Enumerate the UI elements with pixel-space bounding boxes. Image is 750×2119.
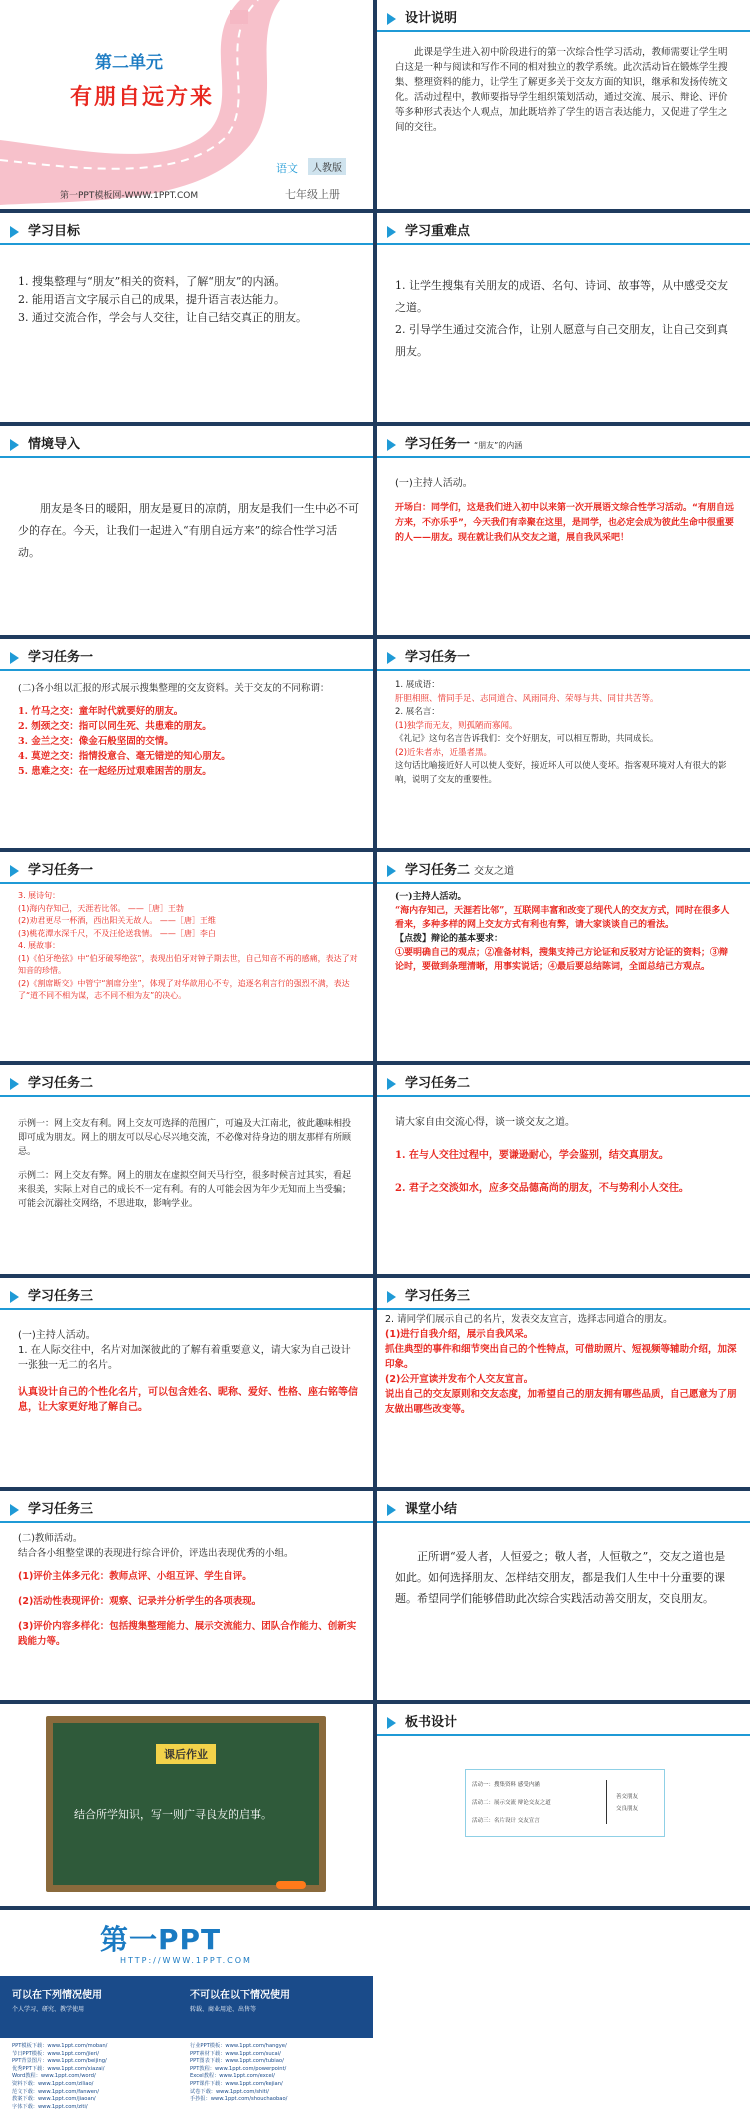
slide-title: 学习任务三: [405, 1289, 471, 1304]
bullet-arrow-icon: [10, 652, 19, 664]
slide-text: 朋友是冬日的暖阳，朋友是夏日的凉荫，朋友是我们一生中必不可少的存在。今天，让我们一起进入“有朋自远方来”的综合性学习活动。: [18, 502, 359, 559]
slide-task2-examples[interactable]: [0, 1065, 373, 1274]
info-panel: [0, 1976, 373, 2038]
slide-summary[interactable]: [377, 1491, 750, 1700]
slide-task3-cards[interactable]: [0, 1278, 373, 1487]
link-item[interactable]: 范文下载：www.1ppt.com/fanwen/: [12, 2088, 99, 2095]
link-item[interactable]: PPT模板下载：www.1ppt.com/moban/: [12, 2043, 108, 2049]
link-item[interactable]: 节日PPT模板：www.1ppt.com/jieri/: [12, 2050, 100, 2057]
slide-title: 学习任务一: [405, 650, 471, 665]
list-item: 1. 搜集整理与“朋友”相关的资料，了解“朋友”的内涵。: [18, 275, 286, 288]
slide-text: 开场白：同学们，这是我们进入初中以来第一次开展语文综合性学习活动。“有朋自远方来，不亦乐乎”，今天我们有幸聚在这里，是同学，也必定会成为彼此生命中很重要的人——朋友。现在就让我们从交友之道，展自我风采吧！: [395, 503, 734, 543]
bullet-arrow-icon: [387, 226, 396, 238]
link-item[interactable]: PPT素材下载：www.1ppt.com/sucai/: [190, 2050, 281, 2057]
brace-line: [606, 1780, 607, 1824]
line: 《礼记》这句名言告诉我们：交个好朋友，可以相互帮助，共同成长。: [395, 734, 659, 744]
slide-key-points[interactable]: [377, 213, 750, 422]
tip-head: 【点拨】辩论的基本要求：: [395, 934, 504, 944]
list-text: 说出自己的交友原则和交友态度，加希望自己的朋友拥有哪些品质，自己愿意为了朋友做出哪些改变等。: [385, 1389, 737, 1415]
example-two: 示例二：网上交友有弊。网上的朋友在虚拟空间天马行空，很多时候言过其实，看起来很美，实际上对自己的成长不一定有利。有的人可能会因为年少无知而上当受骗；可能会沉溺社交网络，不思进取，影响学业。: [18, 1171, 352, 1209]
slide-text: 此课是学生进入初中阶段进行的第一次综合性学习活动，教师需要让学生明白这是一种与阅读和写作不同的相对独立的教学系统。此次活动旨在锻炼学生搜集、整理资料的能力，让学生了解更多关于交友方面的知识，继承和发扬传统文化。活动过程中，教师要指导学生组织策划活动，通过交流、展示、辩论、评价等多种形式表达个人观点，加此既培养了学生的语言表达能力，又促进了学生之间的交往。: [395, 47, 728, 133]
site-label: 第一PPT模板网-WWW.1PPT.COM: [60, 191, 199, 201]
list-item: 2. 刎颈之交：指可以同生死、共患难的朋友。: [18, 721, 212, 732]
section-head: (二)教师活动。: [18, 1533, 83, 1544]
slide-learning-goals[interactable]: [0, 213, 373, 422]
board-row: 活动一：搜集资料 感受内涵: [472, 1782, 540, 1788]
bullet-arrow-icon: [387, 652, 396, 664]
line: (1)海内存知己，天涯若比邻。 ——［唐］王勃: [18, 903, 184, 913]
slide-title: 学习任务三: [28, 1502, 94, 1517]
slide-text: “海内存知己，天涯若比邻”，互联网丰富和改变了现代人的交友方式，同时在很多人看来，多种多样的网上交友方式有利也有弊，请大家谈谈自己的看法。: [395, 906, 730, 930]
tip-text: ①要明确自己的观点；②准备材料，搜集支持己方论证和反驳对方论证的资料；③辩论时，要做到条理清晰，用事实说话；④最后要总结陈词，全面总结己方观点。: [395, 948, 729, 972]
bullet-arrow-icon: [387, 13, 396, 25]
intro-text: 请大家自由交流心得，谈一谈交友之道。: [395, 1117, 575, 1128]
bullet-arrow-icon: [387, 1078, 396, 1090]
list-item: (1)进行自我介绍，展示自我风采。: [385, 1329, 534, 1340]
line: (1)独学而无友，则孤陋而寡闻。: [395, 720, 518, 731]
slide-intro[interactable]: [0, 426, 373, 635]
cover-title: 有朋自远方来: [70, 85, 215, 110]
slide-title: 设计说明: [405, 11, 458, 26]
line: 3. 展诗句：: [18, 891, 61, 900]
slide-task3-teacher[interactable]: [0, 1491, 373, 1700]
slide-title: 学习任务一: [405, 437, 471, 452]
line: (3)桃花潭水深千尺，不及汪伦送我情。 ——［唐］李白: [18, 928, 216, 938]
bullet-arrow-icon: [387, 1717, 396, 1729]
list-item: 3. 通过交流合作，学会与人交往，让自己结交真正的朋友。: [18, 311, 307, 324]
slide-task1-poems[interactable]: [0, 852, 373, 1061]
can-text: 个人学习、研究、教学使用: [12, 2006, 85, 2013]
slide-design-notes[interactable]: [377, 0, 750, 209]
section-head: (一)主持人活动。: [395, 478, 473, 489]
list-item: 4. 莫逆之交：指情投意合、毫无错逆的知心朋友。: [18, 751, 231, 762]
slide-title: 学习目标: [28, 224, 81, 239]
cannot-text: 转载、商业用途、出售等: [190, 2006, 257, 2013]
slide-title: 板书设计: [405, 1715, 458, 1730]
slide-subtitle: “朋友”的内涵: [474, 441, 523, 450]
link-item[interactable]: Word教程：www.1ppt.com/word/: [12, 2073, 96, 2080]
chalk-icon: [276, 1881, 306, 1889]
link-column-left: [12, 2043, 107, 2111]
bullet-arrow-icon: [10, 1078, 19, 1090]
edition-badge: 人教版: [308, 158, 346, 175]
grade-label: 七年级上册: [285, 188, 340, 201]
slide-cover[interactable]: [0, 0, 373, 209]
slide-board-design[interactable]: [377, 1704, 750, 1906]
link-item[interactable]: 行业PPT模板：www.1ppt.com/hangye/: [190, 2043, 287, 2049]
slide-task2-discussion[interactable]: [377, 1065, 750, 1274]
slide-title: 学习任务一: [28, 863, 94, 878]
bullet-arrow-icon: [387, 1291, 396, 1303]
list-item: 5. 患难之交：在一起经历过艰难困苦的朋友。: [18, 766, 212, 777]
intro-text: 结合各小组整堂课的表现进行综合评价，评选出表现优秀的小组。: [18, 1548, 294, 1559]
line: (1)《伯牙绝弦》中“伯牙破琴绝弦”，表现出伯牙对钟子期去世，自己知音不再的感痛，表达了对知音的珍惜。: [18, 953, 358, 975]
link-item[interactable]: PPT图表下载：www.1ppt.com/tubiao/: [190, 2058, 284, 2065]
link-item[interactable]: Excel教程：www.1ppt.com/excel/: [190, 2073, 275, 2080]
chalkboard: [46, 1716, 326, 1892]
list-item: (2)活动性表现评价：观察、记录并分析学生的各项表现。: [18, 1596, 262, 1607]
line: 4. 展故事：: [18, 941, 61, 950]
board-conclusion: 善交朋友: [616, 1794, 639, 1800]
link-item[interactable]: PPT背景图片：www.1ppt.com/beijing/: [12, 2058, 107, 2065]
slide-text: 正所谓“爱人者，人恒爱之；敬人者，人恒敬之”，交友之道也是如此。如何选择朋友、怎样结交朋友，都是我们人生中十分重要的课题。希望同学们能够借助此次综合实践活动善交朋友，交良朋友。: [395, 1550, 726, 1605]
bullet-arrow-icon: [10, 226, 19, 238]
slide-title: 学习任务二: [405, 863, 471, 878]
board-row: 活动三：名片设计 交友宣言: [472, 1818, 540, 1824]
link-item[interactable]: 手抄报：www.1ppt.com/shouchaobao/: [190, 2096, 288, 2103]
bullet-arrow-icon: [387, 439, 396, 451]
slide-template-footer[interactable]: [0, 1910, 373, 2119]
slide-homework[interactable]: [0, 1704, 373, 1906]
slide-task3-declaration[interactable]: [377, 1278, 750, 1487]
list-item: 2. 引导学生通过交流合作，让别人愿意与自己交朋友，让自己交到真朋友。: [395, 323, 728, 358]
list-item: 3. 金兰之交：像金石般坚固的交情。: [18, 736, 174, 747]
slide-title: 学习任务二: [405, 1076, 471, 1091]
slide-text: 1. 在人际交往中，名片对加深彼此的了解有着重要意义，请大家为自己设计一张独一无二的名片。: [18, 1345, 351, 1371]
line: (2)劝君更尽一杯酒，西出阳关无故人。 ——［唐］王维: [18, 916, 216, 925]
slide-task1-idioms[interactable]: [377, 639, 750, 848]
link-item[interactable]: PPT课件下载：www.1ppt.com/kejian/: [190, 2080, 283, 2087]
line: 1. 展成语：: [395, 680, 440, 690]
line: 这句话比喻接近好人可以使人变好，接近坏人可以使人变坏。指客观环境对人有很大的影响，说明了交友的重要性。: [395, 761, 727, 785]
brand-logo: 第一PPT: [100, 1923, 222, 1956]
slide-title: 情境导入: [28, 437, 81, 452]
slide-task1-terms[interactable]: [0, 639, 373, 848]
list-text: 抓住典型的事件和细节突出自己的个性特点，可借助照片、短视频等辅助介绍，加深印象。: [385, 1344, 737, 1370]
link-item[interactable]: 优秀PPT下载：www.1ppt.com/xiazai/: [12, 2065, 105, 2072]
slide-task1-host[interactable]: [377, 426, 750, 635]
board-conclusion: 交良朋友: [616, 1806, 639, 1812]
bullet-arrow-icon: [387, 1504, 396, 1516]
link-item[interactable]: 资料下载：www.1ppt.com/ziliao/: [12, 2080, 94, 2087]
list-item: (3)评价内容多样化：包括搜集整理能力、展示交流能力、团队合作能力、创新实践能力等。: [18, 1621, 357, 1647]
list-item: (1)评价主体多元化：教师点评、小组互评、学生自评。: [18, 1571, 252, 1582]
unit-label: 第二单元: [95, 53, 163, 73]
intro-text: (二)各小组以汇报的形式展示搜集整理的交友资料。关于交友的不同称谓：: [18, 683, 330, 694]
section-head: (一)主持人活动。: [18, 1330, 96, 1341]
slide-title: 学习任务三: [28, 1289, 94, 1304]
link-column-right: [190, 2043, 287, 2104]
bullet-arrow-icon: [10, 1291, 19, 1303]
line: (2)《割席断交》中管宁“割席分坐”，体现了对华歆用心不专，追逐名利言行的强烈不满，表达了“道不同不相为谋，志不同不相为友”的决心。: [18, 978, 350, 1000]
slide-title: 课堂小结: [405, 1502, 458, 1517]
link-item[interactable]: 教案下载：www.1ppt.com/jiaoan/: [12, 2096, 96, 2103]
bullet-arrow-icon: [387, 865, 396, 877]
list-item: 2. 君子之交淡如水，应多交品德高尚的朋友，不与势利小人交往。: [395, 1183, 689, 1194]
line: 肝胆相照、情同手足、志同道合、风雨同舟、荣辱与共、同甘共苦等。: [395, 693, 659, 704]
link-item[interactable]: 字体下载：www.1ppt.com/ziti/: [12, 2103, 88, 2110]
example-one: 示例一：网上交友有利。网上交友可选择的范围广，可遍及大江南北，彼此趣味相投即可成为朋友。网上的朋友可以尽心尽兴地交流，不必像对待身边的朋友那样有所顾忌。: [18, 1119, 352, 1157]
cannot-title: 不可以在以下情况使用: [190, 1990, 290, 2001]
highlight-text: 认真设计自己的个性化名片，可以包含姓名、昵称、爱好、性格、座右铭等信息，让大家更好地了解自己。: [18, 1387, 358, 1413]
line: (2)近朱者赤，近墨者黑。: [395, 747, 493, 758]
link-item[interactable]: 试卷下载：www.1ppt.com/shiti/: [190, 2088, 269, 2095]
slide-title: 学习重难点: [405, 224, 471, 239]
board-diagram: [465, 1769, 665, 1837]
bullet-arrow-icon: [10, 439, 19, 451]
bullet-arrow-icon: [10, 865, 19, 877]
slide-title: 学习任务一: [28, 650, 94, 665]
homework-text: 结合所学知识，写一则广寻良友的启事。: [74, 1808, 272, 1821]
intro-text: 2. 请同学们展示自己的名片，发表交友宣言，选择志同道合的朋友。: [385, 1314, 673, 1325]
list-item: (2)公开宣读并发布个人交友宣言。: [385, 1374, 534, 1385]
slide-subtitle: 交友之道: [474, 866, 515, 877]
list-item: 1. 在与人交往过程中，要谦逊耐心，学会鉴别，结交真朋友。: [395, 1150, 669, 1161]
homework-label: 课后作业: [156, 1744, 216, 1764]
section-head: (一)主持人活动。: [395, 892, 467, 902]
slide-task2-host[interactable]: [377, 852, 750, 1061]
subject-label: 语文: [276, 162, 298, 175]
link-item[interactable]: PPT教程：www.1ppt.com/powerpoint/: [190, 2065, 287, 2072]
slide-title: 学习任务二: [28, 1076, 94, 1091]
can-title: 可以在下列情况使用: [12, 1990, 102, 2001]
brand-url: HTTP://WWW.1PPT.COM: [120, 1956, 252, 1965]
list-item: 2. 能用语言文字展示自己的成果，提升语言表达能力。: [18, 293, 285, 306]
list-item: 1. 竹马之交：童年时代就要好的朋友。: [18, 706, 184, 717]
line: 2. 展名言：: [395, 707, 440, 717]
board-row: 活动二：展示交流 辩论交友之道: [472, 1800, 551, 1806]
bullet-arrow-icon: [10, 1504, 19, 1516]
list-item: 1. 让学生搜集有关朋友的成语、名句、诗词、故事等，从中感受交友之道。: [395, 279, 728, 314]
